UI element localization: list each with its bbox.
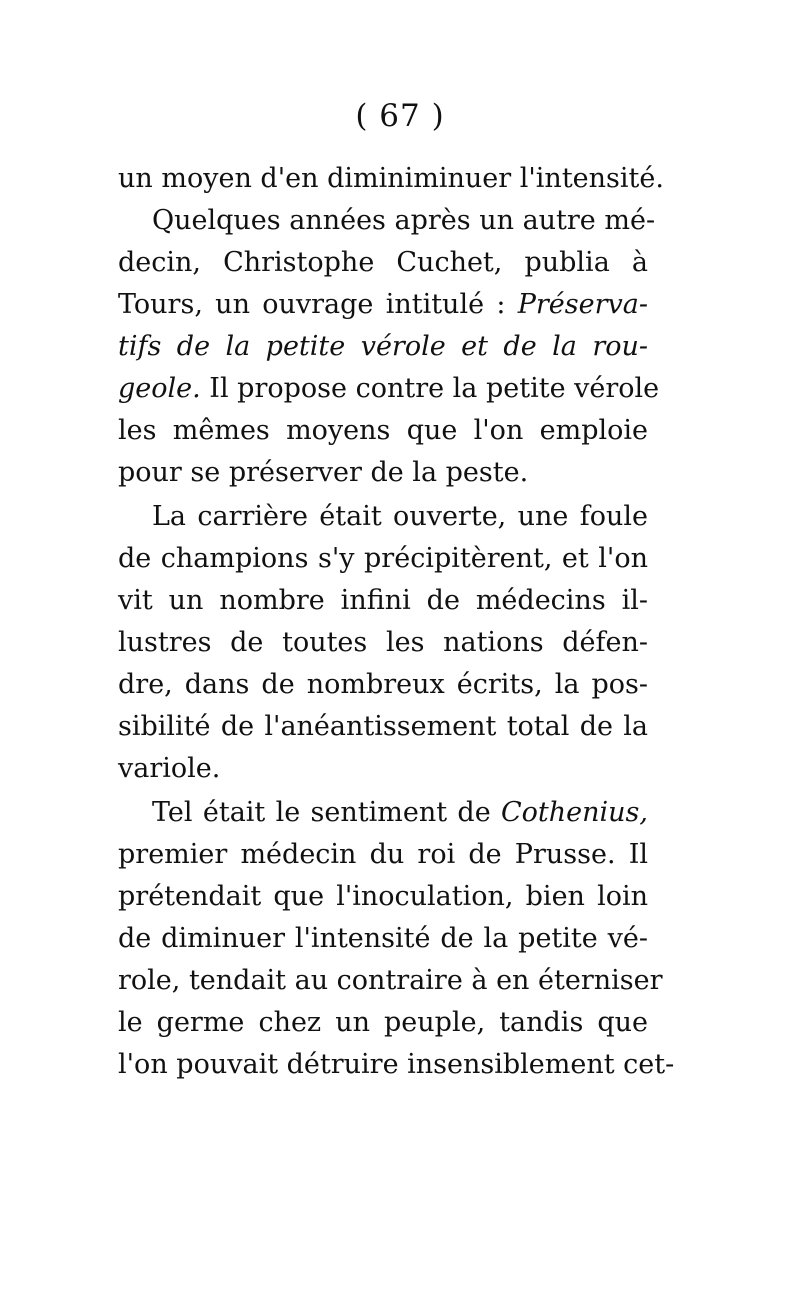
text-line-12: lustres de toutes les nations défen- <box>118 627 648 658</box>
text-line-4-roman: Tours, un ouvrage intitulé : <box>118 289 518 320</box>
text-line-22: l'on pouvait détruire insensiblement cet- <box>118 1049 675 1080</box>
text-line-1: un moyen d'en diminiminuer l'intensité. <box>118 163 664 194</box>
text-line-4 <box>118 284 648 326</box>
text-line-18: prétendait que l'inoculation, bien loin <box>118 881 648 912</box>
text-line-2: Quelques années après un autre mé- <box>152 205 656 236</box>
text-line-19: de diminuer l'intensité de la petite vé- <box>118 923 648 954</box>
text-line-4-italic: Préserva- <box>517 289 648 320</box>
text-line-9: La carrière était ouverte, une foule <box>152 501 648 532</box>
text-line-20: role, tendait au contraire à en éterniser <box>118 965 663 996</box>
text-line-6 <box>118 368 660 410</box>
text-line-14: sibilité de l'anéantissement total de la <box>118 711 648 742</box>
text-line-21: le germe chez un peuple, tandis que <box>118 1007 648 1038</box>
text-line-8: pour se préserver de la peste. <box>118 457 529 488</box>
text-line-10: de champions s'y précipitèrent, et l'on <box>118 543 648 574</box>
text-line-16-italic: Cothenius, <box>501 797 648 828</box>
text-line-7: les mêmes moyens que l'on emploie <box>118 415 648 446</box>
text-line-17: premier médecin du roi de Prusse. Il <box>118 839 648 870</box>
text-line-16-roman: Tel était le sentiment de <box>152 797 502 828</box>
text-line-6-italic: geole. <box>118 373 201 404</box>
text-line-15: variole. <box>118 753 221 784</box>
body-text <box>118 158 675 1086</box>
text-line-5-italic: tifs de la petite vérole et de la rou- <box>118 331 648 362</box>
text-line-3: decin, Christophe Cuchet, publia à <box>118 247 648 278</box>
text-line-13: dre, dans de nombreux écrits, la pos- <box>118 669 648 700</box>
text-line-11: vit un nombre infini de médecins il- <box>118 585 648 616</box>
page-number: ( 67 ) <box>355 98 445 134</box>
text-line-5 <box>118 326 648 368</box>
text-line-6-roman: Il propose contre la petite vérole <box>200 373 660 404</box>
text-line-16 <box>118 792 648 834</box>
